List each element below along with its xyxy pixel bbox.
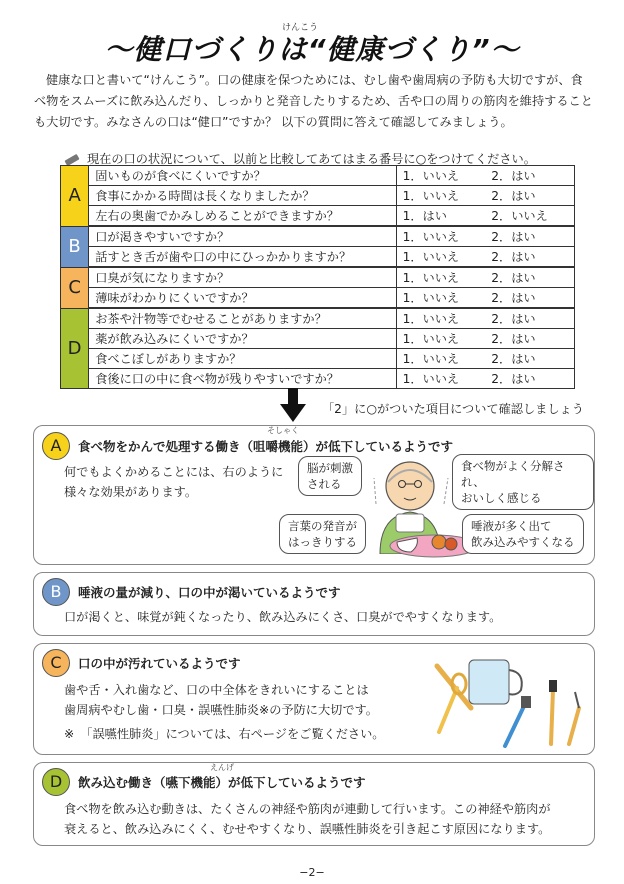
option-1[interactable]: 1．いいえ	[396, 329, 485, 349]
pencil-icon	[64, 153, 79, 165]
table-row	[61, 206, 575, 227]
oral-care-tools-illustration	[429, 652, 589, 750]
option-1[interactable]: 1．いいえ	[396, 349, 485, 369]
option-1[interactable]: 1．いいえ	[396, 166, 485, 186]
option-2[interactable]: 2．はい	[485, 349, 574, 369]
option-2[interactable]: 2．はい	[485, 288, 574, 309]
option-2[interactable]: 2．はい	[485, 369, 574, 389]
category-b-label: B	[61, 226, 89, 267]
title-ruby-text: けんこう	[282, 23, 319, 33]
option-2[interactable]: 2．はい	[485, 329, 574, 349]
category-c-label: C	[61, 267, 89, 308]
section-c-box	[33, 643, 595, 755]
table-row	[61, 226, 575, 247]
option-2[interactable]: 2．はい	[485, 267, 574, 288]
question: 食事にかかる時間は長くなりましたか？	[89, 186, 396, 206]
section-c-note: ※ 「誤嚥性肺炎」については、右ページをご覧ください。	[64, 727, 385, 741]
bubble-text: 言葉の発音が	[288, 519, 357, 533]
option-1[interactable]: 1．いいえ	[396, 226, 485, 247]
category-a-label: A	[61, 166, 89, 227]
question: 口臭が気になりますか？	[89, 267, 396, 288]
question: 口が渇きやすいですか？	[89, 226, 396, 247]
question: お茶や汁物等でむせることがありますか？	[89, 308, 396, 329]
page-number: −2−	[299, 866, 325, 879]
bubble-text: 唾液が多く出て	[471, 519, 552, 533]
bubble-text: 飲み込みやすくなる	[471, 535, 575, 549]
table-row	[61, 267, 575, 288]
option-1[interactable]: 1．いいえ	[396, 186, 485, 206]
option-2[interactable]: 2．はい	[485, 308, 574, 329]
option-2[interactable]: 2．はい	[485, 247, 574, 268]
question: 固いものが食べにくいですか？	[89, 166, 396, 186]
table-row	[61, 369, 575, 389]
option-2[interactable]: 2．いいえ	[485, 206, 574, 227]
question: 左右の奥歯でかみしめることができますか？	[89, 206, 396, 227]
intro-paragraph: 健康な口と書いて“けんこう”。口の健康を保つためには、むし歯や歯周病の予防も大切ですが、食べ物をスムーズに飲み込んだり、しっかりと発音したりするため、舌や口の周りの筋肉を維持することも大切です。みなさんの口は“健口”ですか？ 以下の質問に答えて確認してみましょう。	[34, 73, 593, 129]
bubble-text: 脳が刺激	[307, 461, 353, 475]
option-1[interactable]: 1．いいえ	[396, 369, 485, 389]
section-a-text: 何でもよくかめることには、右のように	[64, 465, 284, 479]
section-c-badge: C	[42, 649, 70, 677]
section-c-text: 歯周病やむし歯・口臭・誤嚥性肺炎※の予防に大切です。	[64, 703, 378, 717]
section-d-text: 食べ物を飲み込む動きは、たくさんの神経や筋肉が連動して行います。この神経や筋肉が	[64, 802, 551, 816]
option-2[interactable]: 2．はい	[485, 186, 574, 206]
section-b-badge: B	[42, 578, 70, 606]
speech-bubble	[279, 514, 366, 554]
bubble-text: はっきりする	[288, 535, 357, 549]
option-1[interactable]: 1．いいえ	[396, 247, 485, 268]
question: 薬が飲み込みにくいですか？	[89, 329, 396, 349]
section-d-ruby: えんげ	[210, 763, 234, 772]
option-1[interactable]: 1．いいえ	[396, 308, 485, 329]
bubble-text: される	[307, 477, 342, 491]
option-2[interactable]: 2．はい	[485, 166, 574, 186]
section-c-text: 歯や舌・入れ歯など、口の中全体をきれいにすることは	[64, 683, 369, 697]
category-d-label: D	[61, 308, 89, 389]
bubble-text: 食べ物がよく分解され、	[461, 459, 565, 489]
speech-bubble	[298, 456, 362, 496]
speech-bubble	[462, 514, 584, 554]
table-row	[61, 349, 575, 369]
instruction-note: 「2」に○がついた項目について確認しましょう	[322, 402, 584, 416]
option-1[interactable]: 1．いいえ	[396, 288, 485, 309]
section-a-ruby: そしゃく	[267, 426, 299, 435]
section-a-heading: 食べ物をかんで処理する働き（咀嚼機能）が低下しているようです	[78, 439, 454, 454]
question: 食後に口の中に食べ物が残りやすいですか？	[89, 369, 396, 389]
question: 話すとき舌が歯や口の中にひっかかりますか？	[89, 247, 396, 268]
table-row	[61, 308, 575, 329]
checklist-table	[60, 165, 575, 389]
section-d-heading: 飲み込む働き（嚥下機能）が低下しているようです	[78, 775, 366, 790]
question: 薄味がわかりにくいですか？	[89, 288, 396, 309]
section-a-text: 様々な効果があります。	[64, 485, 198, 499]
table-row	[61, 247, 575, 268]
option-2[interactable]: 2．はい	[485, 226, 574, 247]
table-row	[61, 186, 575, 206]
table-row	[61, 166, 575, 186]
speech-bubble	[452, 454, 594, 510]
down-arrow-icon	[280, 388, 306, 424]
section-a-badge: A	[42, 432, 70, 460]
page-title: 〜健口づくりは“健康づくり”〜	[104, 33, 520, 66]
bubble-text: おいしく感じる	[461, 491, 542, 505]
option-1[interactable]: 1．いいえ	[396, 267, 485, 288]
question: 食べこぼしがありますか？	[89, 349, 396, 369]
section-b-text: 口が渇くと、味覚が鈍くなったり、飲み込みにくさ、口臭がでやすくなります。	[64, 610, 502, 624]
table-row	[61, 329, 575, 349]
option-1[interactable]: 1．はい	[396, 206, 485, 227]
table-row	[61, 288, 575, 309]
section-d-box	[33, 762, 595, 846]
section-d-text: 衰えると、飲み込みにくく、むせやすくなり、誤嚥性肺炎を引き起こす原因になります。	[64, 822, 551, 836]
section-a-box	[33, 425, 595, 565]
section-d-badge: D	[42, 768, 70, 796]
section-b-heading: 唾液の量が減り、口の中が渇いているようです	[78, 585, 341, 600]
instruction-text: 現在の口の状況について、以前と比較してあてはまる番号に○をつけてください。	[87, 152, 536, 166]
section-c-heading: 口の中が汚れているようです	[78, 656, 241, 671]
section-b-box	[33, 572, 595, 636]
